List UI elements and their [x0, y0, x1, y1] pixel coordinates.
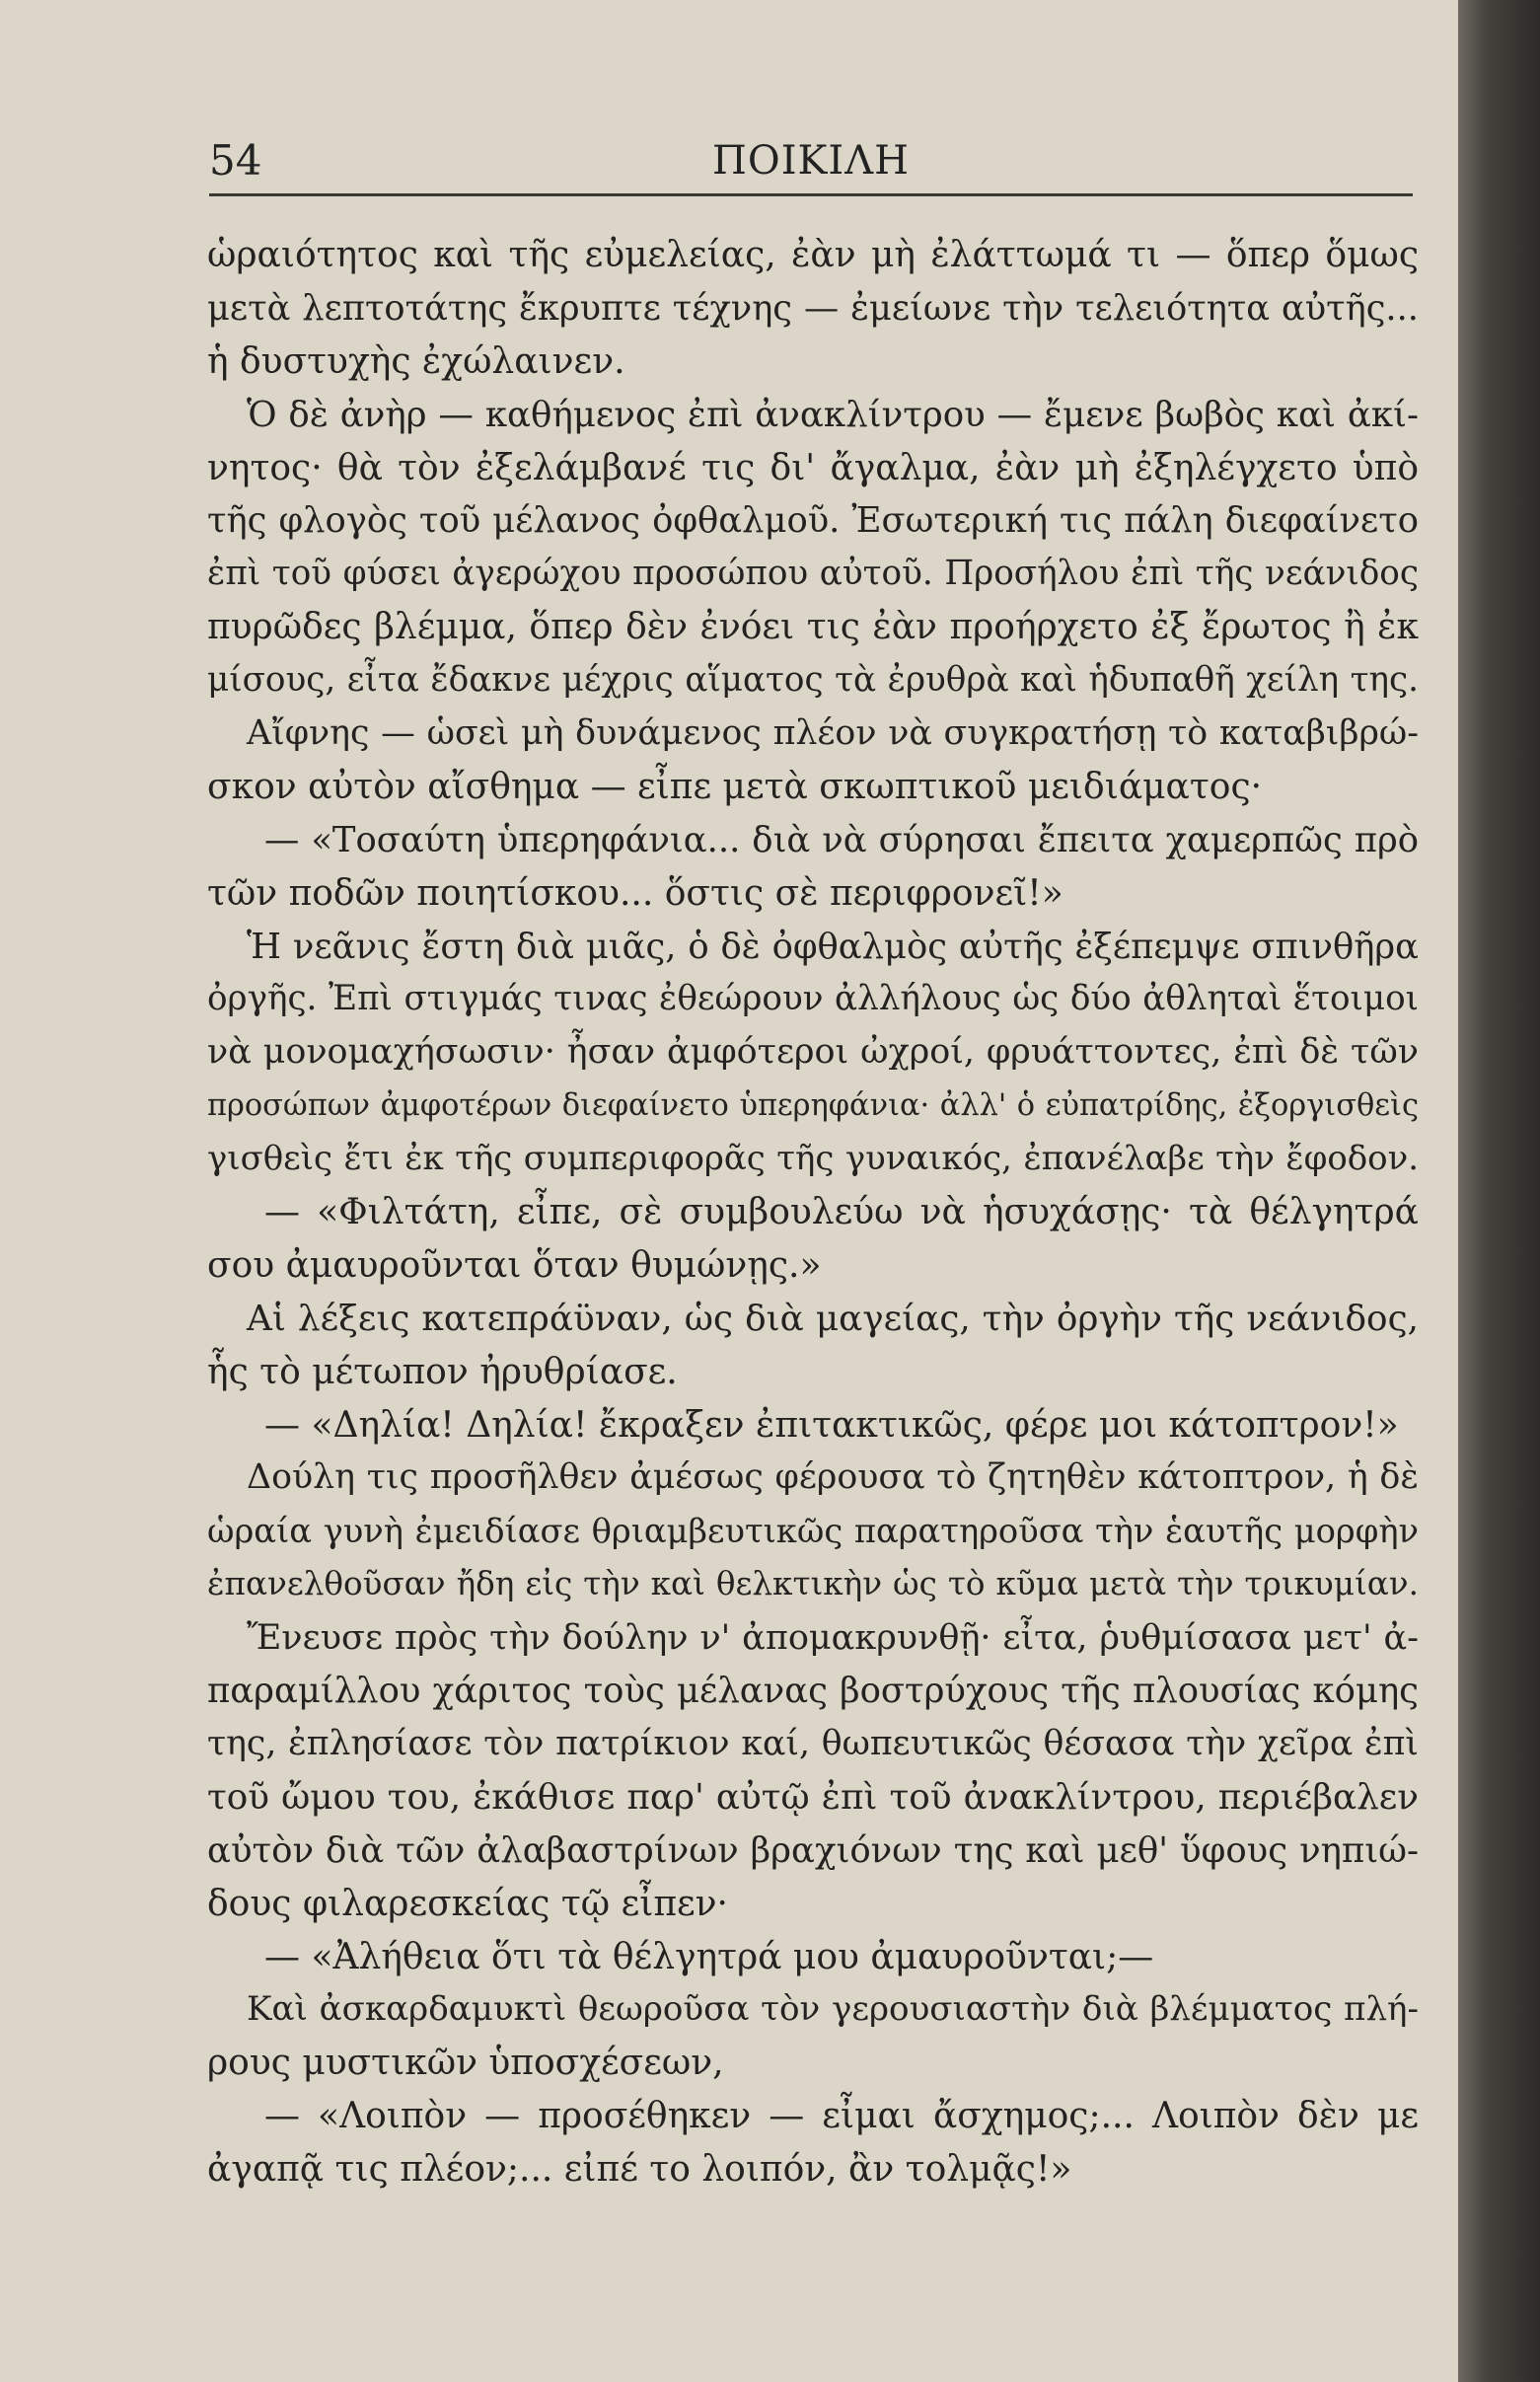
running-title: ΠΟΙΚΙΛΗ: [712, 138, 910, 184]
page-number: 54: [209, 136, 262, 185]
text-line: ὀργῆς. Ἐπὶ στιγμάς τινας ἐθεώρουν ἀλλήλους ὡς δύο ἀθληταὶ ἕτοιμοι: [207, 979, 1419, 1019]
text-line: ἀγαπᾷ τις πλέον;... εἰπέ το λοιπόν, ἂν τολμᾷς!»: [207, 2149, 1072, 2191]
text-line: Αἴφνης — ὡσεὶ μὴ δυνάμενος πλέον νὰ συγκρατήσῃ τὸ καταβιβρώ-: [247, 713, 1419, 754]
text-line: — «Τοσαύτη ὑπερηφάνια... διὰ νὰ σύρησαι ἔπειτα χαμερπῶς πρὸ: [264, 819, 1419, 860]
text-line: μετὰ λεπτοτάτης ἔκρυπτε τέχνης — ἐμείωνε τὴν τελειότητα αὐτῆς...: [207, 287, 1419, 329]
text-line: σου ἀμαυροῦνται ὅταν θυμώνῃς.»: [207, 1244, 822, 1286]
text-line: τῶν ποδῶν ποιητίσκου... ὅστις σὲ περιφρονεῖ!»: [207, 872, 1063, 914]
text-line: ὡραία γυνὴ ἐμειδίασε θριαμβευτικῶς παρατηροῦσα τὴν ἑαυτῆς μορφὴν: [207, 1512, 1419, 1551]
text-line: ρους μυστικῶν ὑποσχέσεων,: [207, 2043, 724, 2084]
text-line: αὐτὸν διὰ τῶν ἀλαβαστρίνων βραχιόνων της καὶ μεθ' ὕφους νηπιώ-: [207, 1829, 1419, 1871]
text-line: Αἱ λέξεις κατεπράϋναν, ὡς διὰ μαγείας, τὴν ὀργὴν τῆς νεάνιδος,: [247, 1298, 1419, 1339]
text-line: προσώπων ἀμφοτέρων διεφαίνετο ὑπερηφάνια· ἀλλ' ὁ εὐπατρίδης, ἐξοργισθεὶς: [207, 1088, 1419, 1124]
text-line: — «Φιλτάτη, εἶπε, σὲ συμβουλεύω νὰ ἡσυχάσῃς· τὰ θέλγητρά: [264, 1192, 1419, 1233]
text-line: ὡραιότητος καὶ τῆς εὐμελείας, ἐὰν μὴ ἐλάττωμά τι — ὅπερ ὅμως: [207, 235, 1419, 275]
text-line: τῆς φλογὸς τοῦ μέλανος ὀφθαλμοῦ. Ἐσωτερική τις πάλη διεφαίνετο: [207, 500, 1419, 542]
page-header: [209, 134, 1413, 193]
text-line: νὰ μονομαχήσωσιν· ἦσαν ἀμφότεροι ὠχροί, φρυάττοντες, ἐπὶ δὲ τῶν: [207, 1032, 1419, 1073]
text-line: Ἔνευσε πρὸς τὴν δούλην ν' ἀπομακρυνθῇ· εἶτα, ῥυθμίσασα μετ' ἀ-: [247, 1617, 1419, 1659]
text-line: γισθεὶς ἔτι ἐκ τῆς συμπεριφορᾶς τῆς γυναικός, ἐπανέλαβε τὴν ἔφοδον.: [207, 1140, 1419, 1179]
text-line: νητος· θὰ τὸν ἐξελάμβανέ τις δι' ἄγαλμα, ἐὰν μὴ ἐξηλέγχετο ὑπὸ: [207, 447, 1419, 488]
text-line: ἐπὶ τοῦ φύσει ἀγερώχου προσώπου αὐτοῦ. Προσήλου ἐπὶ τῆς νεάνιδος: [207, 554, 1419, 594]
text-line: ἧς τὸ μέτωπον ἠρυθρίασε.: [207, 1351, 678, 1392]
header-rule: [209, 193, 1413, 196]
text-line: σκον αὐτὸν αἴσθημα — εἶπε μετὰ σκωπτικοῦ μειδιάματος·: [207, 766, 1263, 807]
text-line: — «Λοιπὸν — προσέθηκεν — εἶμαι ἄσχημος;... Λοιπὸν δὲν με: [264, 2096, 1419, 2137]
text-line: ἐπανελθοῦσαν ἤδη εἰς τὴν καὶ θελκτικὴν ὡς τὸ κῦμα μετὰ τὴν τρικυμίαν.: [207, 1565, 1419, 1603]
text-line: ἡ δυστυχὴς ἐχώλαινεν.: [207, 340, 625, 382]
text-line: — «Ἀλήθεια ὅτι τὰ θέλγητρά μου ἀμαυροῦνται;—: [264, 1936, 1154, 1977]
page-edge-shadow: [1458, 0, 1540, 2382]
text-line: μίσους, εἶτα ἔδακνε μέχρις αἵματος τὰ ἐρυθρὰ καὶ ἡδυπαθῆ χείλη της.: [207, 660, 1419, 701]
text-line: παραμίλλου χάριτος τοὺς μέλανας βοστρύχους τῆς πλουσίας κόμης: [207, 1671, 1419, 1712]
text-line: — «Δηλία! Δηλία! ἔκραξεν ἐπιτακτικῶς, φέρε μοι κάτοπτρον!»: [264, 1404, 1399, 1446]
text-line: Δούλη τις προσῆλθεν ἀμέσως φέρουσα τὸ ζητηθὲν κάτοπτρον, ἡ δὲ: [247, 1457, 1419, 1498]
text-line: δους φιλαρεσκείας τῷ εἶπεν·: [207, 1883, 728, 1924]
text-line: τοῦ ὤμου του, ἐκάθισε παρ' αὐτῷ ἐπὶ τοῦ ἀνακλίντρου, περιέβαλεν: [207, 1776, 1419, 1818]
text-line: της, ἐπλησίασε τὸν πατρίκιον καί, θωπευτικῶς θέσασα τὴν χεῖρα ἐπὶ: [207, 1723, 1419, 1763]
text-line: πυρῶδες βλέμμα, ὅπερ δὲν ἐνόει τις ἐὰν προήρχετο ἐξ ἔρωτος ἢ ἐκ: [207, 607, 1419, 648]
body-text: [207, 229, 1419, 2196]
text-line: Ὁ δὲ ἀνὴρ — καθήμενος ἐπὶ ἀνακλίντρου — ἔμενε βωβὸς καὶ ἀκί-: [247, 394, 1419, 435]
text-line: Ἡ νεᾶνις ἔστη διὰ μιᾶς, ὁ δὲ ὀφθαλμὸς αὐτῆς ἐξέπεμψε σπινθῆρα: [247, 926, 1419, 967]
text-line: Καὶ ἀσκαρδαμυκτὶ θεωροῦσα τὸν γερουσιαστὴν διὰ βλέμματος πλή-: [247, 1989, 1419, 2030]
